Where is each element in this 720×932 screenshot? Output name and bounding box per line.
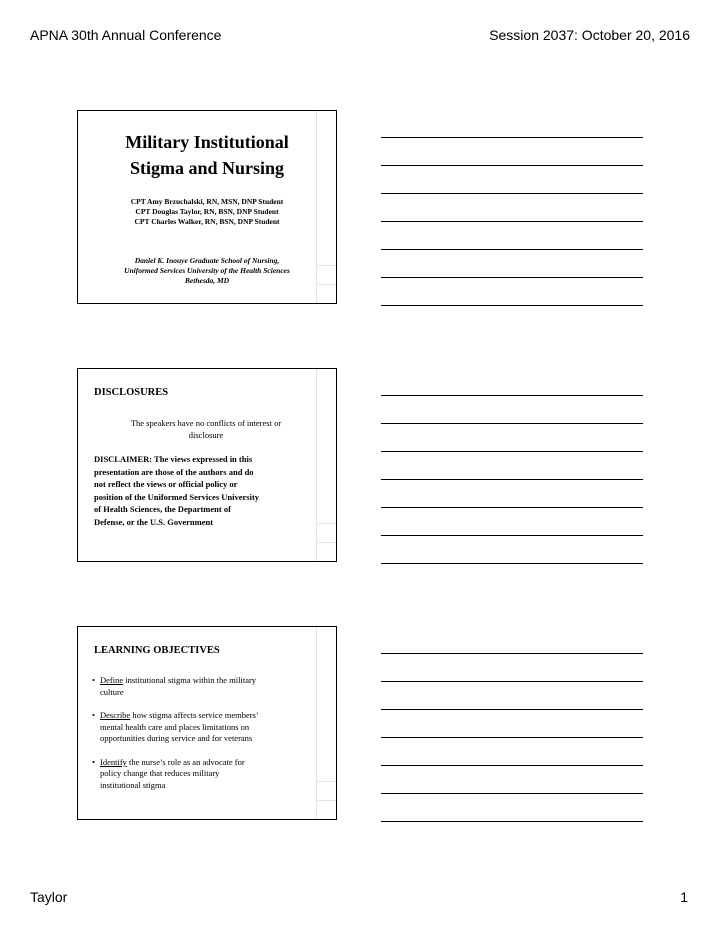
objective-line: mental health care and places limitations on <box>100 721 250 732</box>
note-line <box>381 165 643 166</box>
bullet-marker: • <box>92 756 95 767</box>
note-line <box>381 193 643 194</box>
note-line <box>381 451 643 452</box>
objective-item <box>92 675 318 698</box>
note-line <box>381 137 643 138</box>
slide-authors <box>78 197 336 227</box>
institution-line: Daniel K. Inouye Graduate School of Nursing, <box>134 256 280 265</box>
objectives-list <box>92 675 318 803</box>
slide-title-line: Stigma and Nursing <box>129 158 285 178</box>
objective-line: culture <box>100 686 124 697</box>
objective-keyword: Define <box>100 675 124 685</box>
note-line <box>381 221 643 222</box>
note-line <box>381 249 643 250</box>
slide-3-thumbnail <box>77 626 337 820</box>
institution-line: Bethesda, MD <box>184 276 230 285</box>
note-line <box>381 709 643 710</box>
page-number: 1 <box>680 889 688 905</box>
note-line <box>381 765 643 766</box>
objective-line: policy change that reduces military <box>100 768 220 778</box>
slide-title-line: Military Institutional <box>125 132 289 152</box>
disclosure-line: The speakers have no conflicts of interest or <box>130 418 282 428</box>
slide-heading: LEARNING OBJECTIVES <box>94 645 220 656</box>
note-line <box>381 479 643 480</box>
slide-decoration <box>316 369 336 561</box>
objective-item <box>92 757 318 792</box>
objective-text: how stigma affects service members’ <box>130 710 259 720</box>
objective-item <box>92 710 318 745</box>
bullet-marker: • <box>92 675 95 685</box>
note-line <box>381 737 643 738</box>
note-line <box>381 793 643 794</box>
note-line <box>381 563 643 564</box>
objective-line: institutional stigma <box>100 779 166 790</box>
note-line <box>381 305 643 306</box>
note-line <box>381 535 643 536</box>
objective-keyword: Describe <box>100 710 131 720</box>
slide-decoration <box>316 627 336 819</box>
slide-2-thumbnail <box>77 368 337 562</box>
objective-text: the nurse’s role as an advocate for <box>126 756 245 767</box>
disclaimer-line: not reflect the views or official policy or <box>94 479 238 489</box>
page-footer-left: Taylor <box>30 889 68 905</box>
slide-1-thumbnail <box>77 110 337 304</box>
page-header-left: APNA 30th Annual Conference <box>30 27 222 43</box>
objective-first-line <box>100 710 318 722</box>
disclaimer-text <box>94 453 316 528</box>
slide-institution <box>78 256 336 286</box>
page-header-right: Session 2037: October 20, 2016 <box>489 27 690 43</box>
note-line <box>381 507 643 508</box>
note-line <box>381 423 643 424</box>
disclaimer-line: position of the Uniformed Services University <box>94 491 260 502</box>
disclaimer-line: Defense, or the U.S. Government <box>94 516 214 527</box>
bullet-marker: • <box>92 710 95 720</box>
note-line <box>381 653 643 654</box>
disclosure-line: disclosure <box>188 430 224 440</box>
disclaimer-line: presentation are those of the authors and do <box>94 466 254 477</box>
disclaimer-line: of Health Sciences, the Department of <box>94 504 231 514</box>
author-line: CPT Charles Walker, RN, BSN, DNP Student <box>134 217 280 226</box>
author-line: CPT Douglas Taylor, RN, BSN, DNP Student <box>135 207 279 216</box>
note-line <box>381 395 643 396</box>
note-line <box>381 277 643 278</box>
disclaimer-line: DISCLAIMER: The views expressed in this <box>94 454 253 464</box>
objective-first-line <box>100 757 318 769</box>
objective-text: institutional stigma within the military <box>123 675 257 685</box>
objective-first-line <box>100 675 318 687</box>
note-line <box>381 821 643 822</box>
slide-title <box>78 129 336 181</box>
note-line <box>381 681 643 682</box>
institution-line: Uniformed Services University of the Health Sciences <box>124 266 290 275</box>
disclosure-text <box>94 417 318 441</box>
slide-heading: DISCLOSURES <box>94 387 169 398</box>
objective-line: opportunities during service and for veterans <box>100 733 253 743</box>
author-line: CPT Amy Brzuchalski, RN, MSN, DNP Student <box>130 197 284 206</box>
objective-keyword: Identify <box>100 756 127 767</box>
